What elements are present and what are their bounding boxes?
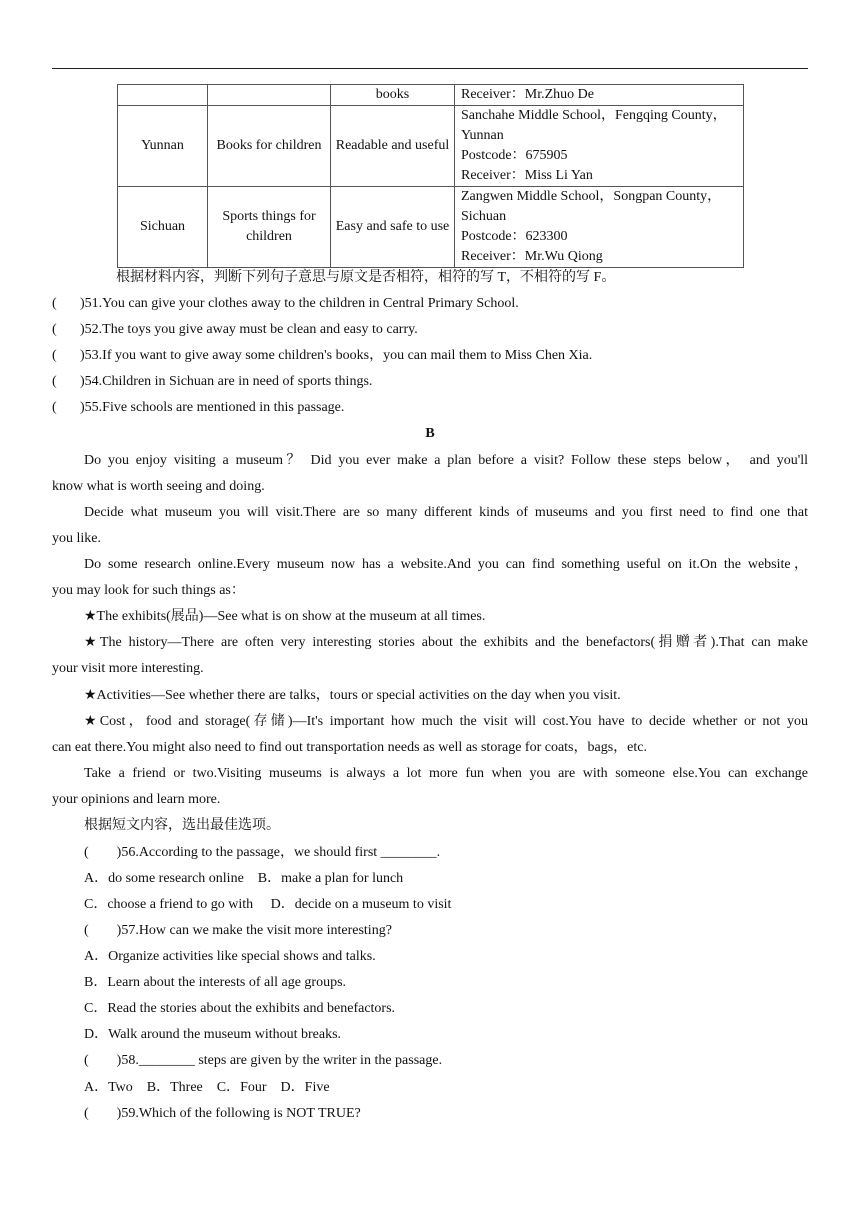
address-line: Sanchahe Middle School，Fengqing County，Yunnan (461, 108, 727, 143)
bullet-activities: ★Activities—See whether there are talks，tours or special activities on the day when you visit. (84, 688, 621, 703)
options-56-ab[interactable]: A．do some research online B．make a plan for lunch (84, 871, 404, 886)
table-row (118, 187, 744, 268)
question-53 (52, 343, 808, 369)
answer-blank[interactable]: ( (52, 348, 57, 363)
paragraph-continued: your visit more interesting. (52, 661, 204, 676)
table-row (118, 85, 744, 106)
question-59: ( )59.Which of the following is NOT TRUE? (84, 1106, 361, 1121)
receiver-line: Receiver：Mr.Wu Qiong (461, 249, 603, 264)
paragraph-continued: can eat there.You might also need to find out transportation needs as well as storage for coats，bags，etc. (52, 740, 647, 755)
table-cell-item: Books for children (208, 106, 331, 187)
table-cell-requirement: books (331, 85, 455, 106)
question-text: )54.Children in Sichuan are in need of sports things. (80, 374, 373, 389)
section-b-instruction: 根据短文内容，选出最佳选项。 (84, 818, 280, 833)
paragraph: Decide what museum you will visit.There are so many different kinds of museums and you first need to find one that (84, 505, 808, 520)
question-52 (52, 317, 808, 343)
question-55 (52, 395, 808, 421)
donation-table (117, 84, 744, 268)
options-58[interactable]: A．Two B．Three C．Four D．Five (84, 1080, 330, 1095)
options-56-cd[interactable]: C．choose a friend to go with D．decide on a museum to visit (84, 897, 452, 912)
paragraph-continued: your opinions and learn more. (52, 792, 221, 807)
table-cell-address (455, 187, 744, 268)
question-58: ( )58.________ steps are given by the writer in the passage. (84, 1053, 443, 1068)
section-a-instruction: 根据材料内容，判断下列句子意思与原文是否相符，相符的写 T，不相符的写 F。 (116, 270, 616, 285)
question-51 (52, 291, 808, 317)
option-57-d[interactable]: D．Walk around the museum without breaks. (84, 1027, 342, 1042)
paragraph-continued: you like. (52, 531, 101, 546)
bullet-history: ★The history—There are often very interesting stories about the exhibits and the benefactors(捐赠者).That can make (84, 635, 808, 650)
answer-blank[interactable]: ( (52, 400, 57, 415)
paragraph: Take a friend or two.Visiting museums is always a lot more fun when you are with someone else.You can exchange (84, 766, 808, 781)
address-line: Zangwen Middle School，Songpan County，Sichuan (461, 189, 722, 224)
option-57-b[interactable]: B．Learn about the interests of all age groups. (84, 975, 347, 990)
table-cell-place: Sichuan (118, 187, 208, 268)
question-text: )52.The toys you give away must be clean and easy to carry. (80, 322, 418, 337)
section-b-heading: B (425, 426, 435, 441)
paragraph: Do you enjoy visiting a museum？ Did you ever make a plan before a visit? Follow these steps below， and you'll (84, 453, 808, 468)
question-text: )55.Five schools are mentioned in this passage. (80, 400, 345, 415)
table-cell-requirement: Easy and safe to use (331, 187, 455, 268)
option-57-a[interactable]: A．Organize activities like special shows and talks. (84, 949, 376, 964)
question-text: )51.You can give your clothes away to the children in Central Primary School. (80, 296, 519, 311)
table-cell-place (118, 85, 208, 106)
header-rule (52, 68, 808, 69)
answer-blank[interactable]: ( (52, 322, 57, 337)
paragraph-continued: know what is worth seeing and doing. (52, 479, 265, 494)
table-cell-address: Receiver：Mr.Zhuo De (455, 85, 744, 106)
table-row (118, 106, 744, 187)
postcode-line: Postcode：623300 (461, 229, 568, 244)
bullet-exhibits: ★The exhibits(展品)—See what is on show at the museum at all times. (84, 609, 486, 624)
paragraph: Do some research online.Every museum now has a website.And you can find something useful on it.On the website， (84, 557, 808, 572)
bullet-cost: ★Cost，food and storage(存储)—It's important how much the visit will cost.You have to decide whether or not you (84, 714, 808, 729)
postcode-line: Postcode：675905 (461, 148, 568, 163)
paragraph-continued: you may look for such things as： (52, 583, 245, 598)
table-cell-address (455, 106, 744, 187)
question-54 (52, 369, 808, 395)
answer-blank[interactable]: ( (52, 374, 57, 389)
answer-blank[interactable]: ( (52, 296, 57, 311)
table-cell-place: Yunnan (118, 106, 208, 187)
question-text: )53.If you want to give away some children's books，you can mail them to Miss Chen Xia. (80, 348, 593, 363)
table-cell-item (208, 85, 331, 106)
question-56: ( )56.According to the passage，we should first ________. (84, 845, 441, 860)
receiver-line: Receiver：Miss Li Yan (461, 168, 593, 183)
option-57-c[interactable]: C．Read the stories about the exhibits and benefactors. (84, 1001, 396, 1016)
table-cell-item: Sports things for children (208, 187, 331, 268)
table-cell-requirement: Readable and useful (331, 106, 455, 187)
question-57: ( )57.How can we make the visit more interesting? (84, 923, 392, 938)
